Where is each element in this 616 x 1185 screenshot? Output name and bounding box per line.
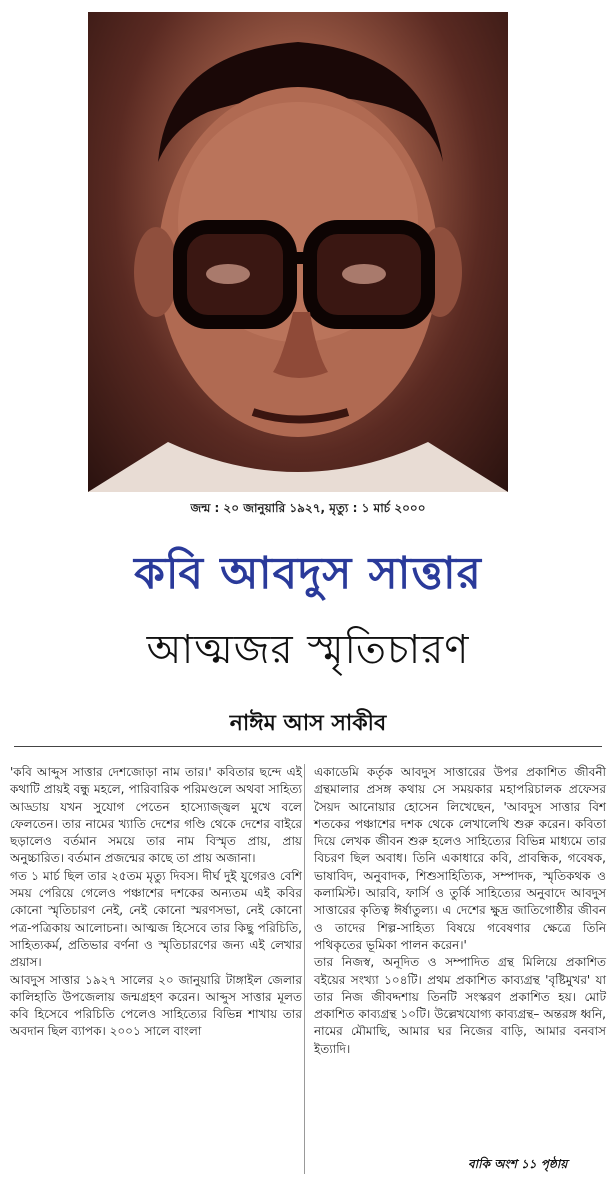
paragraph: 'কবি আব্দুস সাত্তার দেশজোড়া নাম তার।' কবিতার ছন্দে এই কথাটি প্রায়ই বন্ধু মহলে, পারিবারিক পরিমণ্ডলে অথবা সাহিত্য আড্ডায় যখন সুযোগ পেতেন হাস্যোজ্জ্বল মুখে বলে ফেলতেন। তার নামের খ্যাতি দেশের গণ্ডি থেকে দেশের বাইরে ছড়ালেও বর্তমান সময়ে তার নাম বিস্মৃত প্রায়, প্রায় অনুচ্চারিত। বর্তমান প্রজন্মের কাছে তা প্রায় অজানা।: [10, 765, 302, 866]
birth-death-caption: জন্ম : ২০ জানুয়ারি ১৯২৭, মৃত্যু : ১ মার্চ ২০০০: [190, 501, 426, 515]
article-column-right: [314, 764, 606, 1058]
paragraph: একাডেমি কর্তৃক আবদুস সাত্তারের উপর প্রকাশিত জীবনী গ্রন্থমালার প্রসঙ্গ কথায় সে সময়কার মহাপরিচালক প্রফেসর সৈয়দ আনোয়ার হোসেন লিখেছেন, 'আবদুস সাত্তার বিশ শতকের পঞ্চাশের দশক থেকে লেখালেখি শুরু করেন। কবিতা দিয়ে লেখক জীবন শুরু হলেও সাহিত্যের বিভিন্ন মাধ্যমে তার বিচরণ ছিল অবাধ। তিনি একাধারে কবি, প্রাবন্ধিক, গবেষক, ভাষাবিদ, অনুবাদক, শিশুসাহিত্যিক, সম্পাদক, স্মৃতিকথক ও কলামিস্ট। আরবি, ফার্সি ও তুর্কি সাহিত্যের অনুবাদে আবদুস সাত্তারের কৃতিত্ব ঈর্ষাতুল্য। এ দেশের ক্ষুদ্র জাতিগোষ্ঠীর জীবন ও তাদের শিল্প-সাহিত্য বিষয়ে গবেষণার ক্ষেত্রে তিনি পথিকৃতের ভূমিকা পালন করেন।': [314, 765, 606, 952]
author-byline: নাঈম আস সাকীব: [229, 711, 387, 736]
portrait-photo: [88, 12, 508, 492]
paragraph: আবদুস সাত্তার ১৯২৭ সালের ২০ জানুয়ারি টাঙ্গাইল জেলার কালিহাতি উপজেলায় জন্মগ্রহণ করেন। আব্দুস সাত্তার মূলত কবি হিসেবে পরিচিতি পেলেও সাহিত্যের বিভিন্ন শাখায় তার অবদান ছিল ব্যাপক। ২০০১ সালে বাংলা: [10, 972, 302, 1039]
continuation-note: বাকি অংশ ১১ পৃষ্ঠায়: [468, 1157, 568, 1171]
paragraph: গত ১ মার্চ ছিল তার ২৫তম মৃত্যু দিবস। দীর্ঘ দুই যুগেরও বেশি সময় পেরিয়ে গেলেও পঞ্চাশের দশকের অন্যতম এই কবির কোনো স্মৃতিচারণ নেই, নেই কোনো স্মরণসভা, নেই কোনো পত্র-পত্রিকায় আলোচনা। আত্মজ হিসেবে তার কিছু পরিচিতি, সাহিত্যকর্ম, প্রতিভার বর্ণনা ও স্মৃতিচারণের জন্য এই লেখার প্রয়াস।: [10, 868, 302, 970]
paragraph: তার নিজস্ব, অনূদিত ও সম্পাদিত গ্রন্থ মিলিয়ে প্রকাশিত বইয়ের সংখ্যা ১০৪টি। প্রথম প্রকাশিত কাব্যগ্রন্থ 'বৃষ্টিমুখর' যা তার নিজ জীবদ্দশায় তিনটি সংস্করণ প্রকাশিত হয়। মোট প্রকাশিত কাব্যগ্রন্থ ১০টি। উল্লেখযোগ্য কাব্যগ্রন্থ– অন্তরঙ্গ ধ্বনি, নামের মৌমাছি, আমার ঘর নিজের বাড়ি, আমার বনবাস ইত্যাদি।: [314, 955, 606, 1056]
divider-rule: [14, 746, 602, 747]
headline-subtitle: আত্মজর স্মৃতিচারণ: [146, 627, 470, 673]
headline-title: কবি আবদুস সাত্তার: [134, 548, 482, 599]
column-divider: [304, 764, 305, 1174]
article-column-left: [10, 764, 302, 1041]
